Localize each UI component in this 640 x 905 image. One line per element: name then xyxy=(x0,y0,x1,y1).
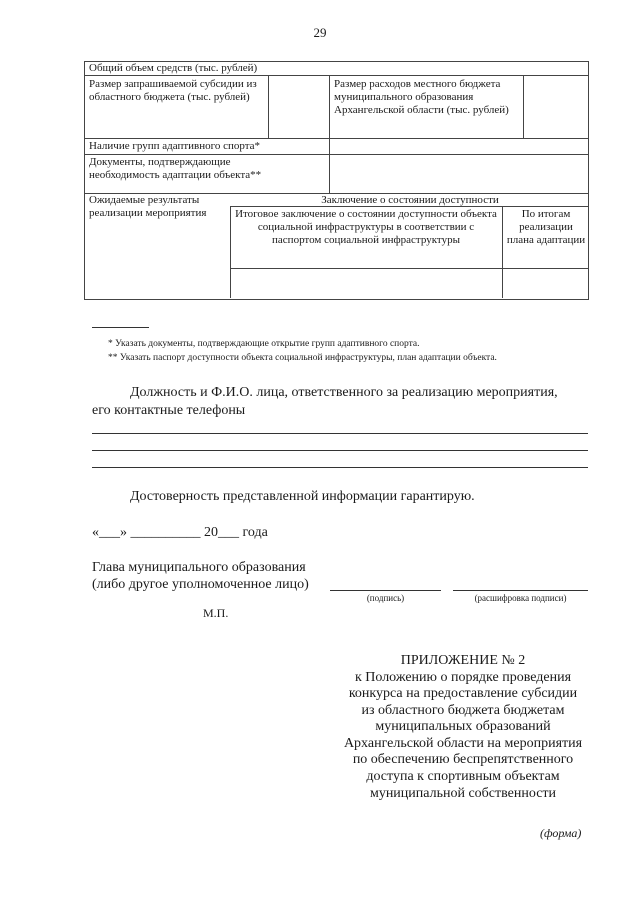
accessibility-conclusion-label: Заключение о состоянии доступности xyxy=(321,194,499,206)
date-month-blank: __________ xyxy=(130,525,201,540)
appendix-line: доступа к спортивным объектам xyxy=(366,769,560,784)
appendix-line: муниципальной собственности xyxy=(369,786,557,801)
expected-results-label: Ожидаемые результаты реализации мероприятия xyxy=(89,194,207,219)
table-rule xyxy=(84,75,589,76)
local-expenses-label: Размер расходов местного бюджета муниципального образования Архангельской области (тыс. рублей) xyxy=(334,78,509,116)
appendix-line: Архангельской области на мероприятия xyxy=(343,736,583,751)
appendix-line: по обеспечению беспрепятственного xyxy=(352,752,574,767)
plan-results-label: По итогам реализации плана адаптации xyxy=(506,208,586,246)
table-rule xyxy=(523,75,524,138)
date-day-blank: ___ xyxy=(99,525,120,540)
footnote-2: ** Указать паспорт доступности объекта социальной инфраструктуры, план адаптации объекта. xyxy=(108,353,497,363)
table-rule xyxy=(84,154,589,155)
date-close-quote: » xyxy=(120,525,127,540)
footnote-1: * Указать документы, подтверждающие открытие групп адаптивного спорта. xyxy=(108,339,420,349)
date-year-blank: ___ xyxy=(218,525,239,540)
page-number: 29 xyxy=(313,25,327,40)
date-open-quote: « xyxy=(92,525,99,540)
head-line-2: (либо другое уполномоченное лицо) xyxy=(92,577,309,592)
appendix-title: ПРИЛОЖЕНИЕ № 2 xyxy=(400,653,526,668)
date-year-word: года xyxy=(242,525,268,540)
footnote-divider xyxy=(92,327,149,328)
appendix-line: конкурса на предоставление субсидии xyxy=(348,686,578,701)
stamp-label: М.П. xyxy=(203,606,229,620)
appendix-line: к Положению о порядке проведения xyxy=(354,670,572,685)
responsible-line-1: Должность и Ф.И.О. лица, ответственного за реализацию мероприятия, xyxy=(130,385,558,400)
signature-caption: (подпись) xyxy=(366,593,405,603)
table-rule xyxy=(502,206,503,298)
form-label: (форма) xyxy=(540,826,582,840)
transcript-line xyxy=(453,590,588,591)
table-rule xyxy=(329,75,330,193)
responsible-line-2: его контактные телефоны xyxy=(92,403,246,418)
final-conclusion-label: Итоговое заключение о состоянии доступности объекта социальной инфраструктуры в соответствии с паспортом социальной инфраструктуры xyxy=(235,208,497,246)
signature-line xyxy=(330,590,441,591)
table-rule xyxy=(230,268,589,269)
contact-rule xyxy=(92,467,588,468)
appendix-line: муниципальных образований xyxy=(375,719,551,734)
guarantee-text: Достоверность представленной информации гарантирую. xyxy=(130,489,475,504)
appendix-line: из областного бюджета бюджетам xyxy=(361,703,565,718)
date-year-prefix: 20 xyxy=(204,525,218,540)
contact-rule xyxy=(92,450,588,451)
table-rule xyxy=(268,75,269,138)
table-rule xyxy=(84,138,589,139)
table-rule xyxy=(230,206,231,298)
subsidy-requested-label: Размер запрашиваемой субсидии из областного бюджета (тыс. рублей) xyxy=(89,78,257,103)
adaptive-groups-label: Наличие групп адаптивного спорта* xyxy=(89,140,261,152)
head-line-1: Глава муниципального образования xyxy=(92,560,306,575)
transcript-caption: (расшифровка подписи) xyxy=(474,593,567,603)
date-line xyxy=(92,524,268,542)
documents-label: Документы, подтверждающие необходимость адаптации объекта** xyxy=(89,156,262,181)
contact-rule xyxy=(92,433,588,434)
total-funds-label: Общий объем средств (тыс. рублей) xyxy=(89,62,258,74)
